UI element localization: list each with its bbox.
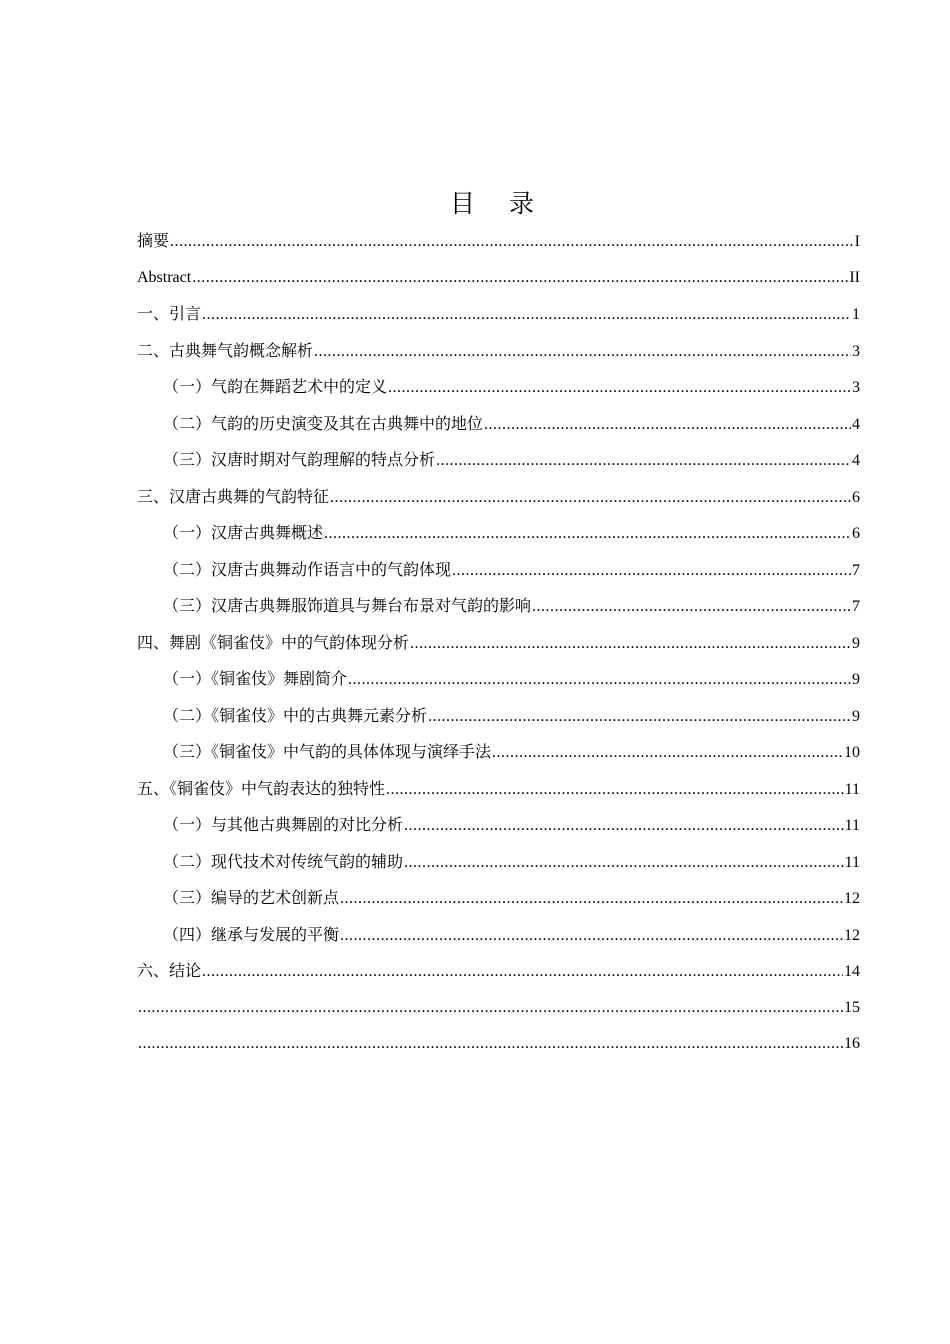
toc-entry[interactable] — [137, 296, 860, 333]
toc-entry[interactable] — [137, 807, 860, 844]
toc-entry[interactable] — [137, 479, 860, 516]
toc-leader-dots — [314, 334, 851, 370]
toc-entry-page: 11 — [844, 780, 860, 798]
toc-entry-page: II — [849, 268, 860, 286]
toc-entry[interactable] — [137, 661, 860, 698]
toc-entry[interactable] — [137, 953, 860, 990]
toc-entry[interactable] — [137, 369, 860, 406]
toc-entry-page: 11 — [844, 817, 860, 834]
toc-entry-label: （三）《铜雀伎》中气韵的具体体现与演绎手法 — [163, 742, 492, 761]
toc-leader-dots — [428, 699, 851, 735]
toc-leader-dots — [484, 407, 851, 443]
toc-entry[interactable] — [137, 917, 860, 954]
toc-entry[interactable] — [137, 260, 860, 297]
toc-entry[interactable] — [137, 552, 860, 589]
toc-entry-page: 9 — [852, 671, 860, 688]
toc-entry-page: 9 — [852, 634, 860, 652]
toc-entry-page: 16 — [844, 1035, 860, 1052]
toc-leader-dots — [138, 1026, 843, 1063]
toc-entry-label: 四、舞剧《铜雀伎》中的气韵体现分析 — [137, 632, 410, 652]
toc-entry-page: 15 — [844, 998, 860, 1016]
toc-list — [137, 223, 860, 1063]
toc-entry[interactable] — [137, 990, 860, 1027]
toc-entry-page: I — [854, 233, 860, 250]
toc-entry[interactable] — [137, 734, 860, 771]
toc-entry-page: 6 — [852, 488, 860, 506]
toc-entry-page: 4 — [852, 452, 860, 469]
toc-leader-dots — [388, 370, 851, 406]
toc-leader-dots — [452, 553, 851, 589]
toc-entry-page: 11 — [844, 853, 860, 871]
toc-entry-page: 3 — [852, 379, 860, 396]
toc-title: 目 录 — [450, 189, 547, 218]
toc-leader-dots — [404, 808, 844, 844]
toc-entry[interactable] — [137, 771, 860, 808]
toc-entry-label: 六、结论 — [137, 961, 202, 980]
toc-entry-label: （三）汉唐时期对气韵理解的特点分析 — [163, 450, 436, 469]
toc-leader-dots — [492, 735, 843, 771]
toc-leader-dots — [410, 626, 851, 662]
toc-leader-dots — [340, 881, 843, 917]
toc-entry[interactable] — [137, 698, 860, 735]
toc-entry[interactable] — [137, 515, 860, 552]
toc-entry-page: 10 — [844, 744, 860, 761]
toc-leader-dots — [532, 589, 851, 625]
toc-entry-label: （一）气韵在舞蹈艺术中的定义 — [163, 377, 388, 396]
toc-entry-label: Abstract — [137, 268, 192, 286]
toc-entry-label: 二、古典舞气韵概念解析 — [137, 340, 314, 360]
toc-entry[interactable] — [137, 1026, 860, 1063]
toc-entry-label: （三）汉唐古典舞服饰道具与舞台布景对气韵的影响 — [163, 596, 532, 615]
toc-entry[interactable] — [137, 880, 860, 917]
toc-entry[interactable] — [137, 223, 860, 260]
toc-entry-label: 一、引言 — [137, 304, 202, 323]
toc-entry-label: （二）气韵的历史演变及其在古典舞中的地位 — [163, 413, 484, 433]
toc-entry-page: 6 — [852, 525, 860, 542]
toc-leader-dots — [202, 954, 843, 990]
toc-entry-page: 7 — [852, 561, 860, 579]
toc-entry-label: 三、汉唐古典舞的气韵特征 — [137, 486, 330, 506]
toc-leader-dots — [324, 516, 851, 552]
toc-leader-dots — [330, 480, 851, 516]
toc-entry[interactable] — [137, 844, 860, 881]
toc-leader-dots — [340, 918, 843, 954]
toc-entry-label: （一）《铜雀伎》舞剧简介 — [163, 669, 348, 688]
toc-leader-dots — [192, 260, 848, 297]
toc-entry-page: 12 — [844, 926, 860, 944]
toc-entry-label: （四）继承与发展的平衡 — [163, 924, 340, 944]
toc-entry-label: （三）编导的艺术创新点 — [163, 888, 340, 907]
toc-leader-dots — [386, 772, 844, 808]
toc-entry[interactable] — [137, 442, 860, 479]
toc-entry-page: 4 — [852, 415, 860, 433]
toc-entry-label: 五、《铜雀伎》中气韵表达的独特性 — [137, 778, 386, 798]
toc-entry-page: 1 — [852, 306, 860, 323]
toc-entry-page: 12 — [844, 890, 860, 907]
toc-leader-dots — [348, 662, 851, 698]
toc-leader-dots — [170, 224, 854, 260]
toc-entry-label: （二）《铜雀伎》中的古典舞元素分析 — [163, 705, 428, 725]
toc-entry-label: （一）汉唐古典舞概述 — [163, 523, 324, 542]
toc-entry-label: （二）汉唐古典舞动作语言中的气韵体现 — [163, 559, 452, 579]
toc-leader-dots — [138, 990, 843, 1027]
toc-entry-page: 9 — [852, 707, 860, 725]
toc-leader-dots — [202, 297, 851, 333]
toc-entry-label: 摘要 — [137, 231, 170, 250]
toc-leader-dots — [436, 443, 851, 479]
toc-entry-label: （一）与其他古典舞剧的对比分析 — [163, 815, 404, 834]
toc-entry-page: 3 — [852, 342, 860, 360]
toc-entry[interactable] — [137, 406, 860, 443]
toc-entry-page: 14 — [844, 963, 860, 980]
toc-entry[interactable] — [137, 333, 860, 370]
toc-entry-page: 7 — [852, 598, 860, 615]
toc-entry-label: （二）现代技术对传统气韵的辅助 — [163, 851, 404, 871]
toc-entry[interactable] — [137, 588, 860, 625]
toc-leader-dots — [404, 845, 844, 881]
toc-entry[interactable] — [137, 625, 860, 662]
